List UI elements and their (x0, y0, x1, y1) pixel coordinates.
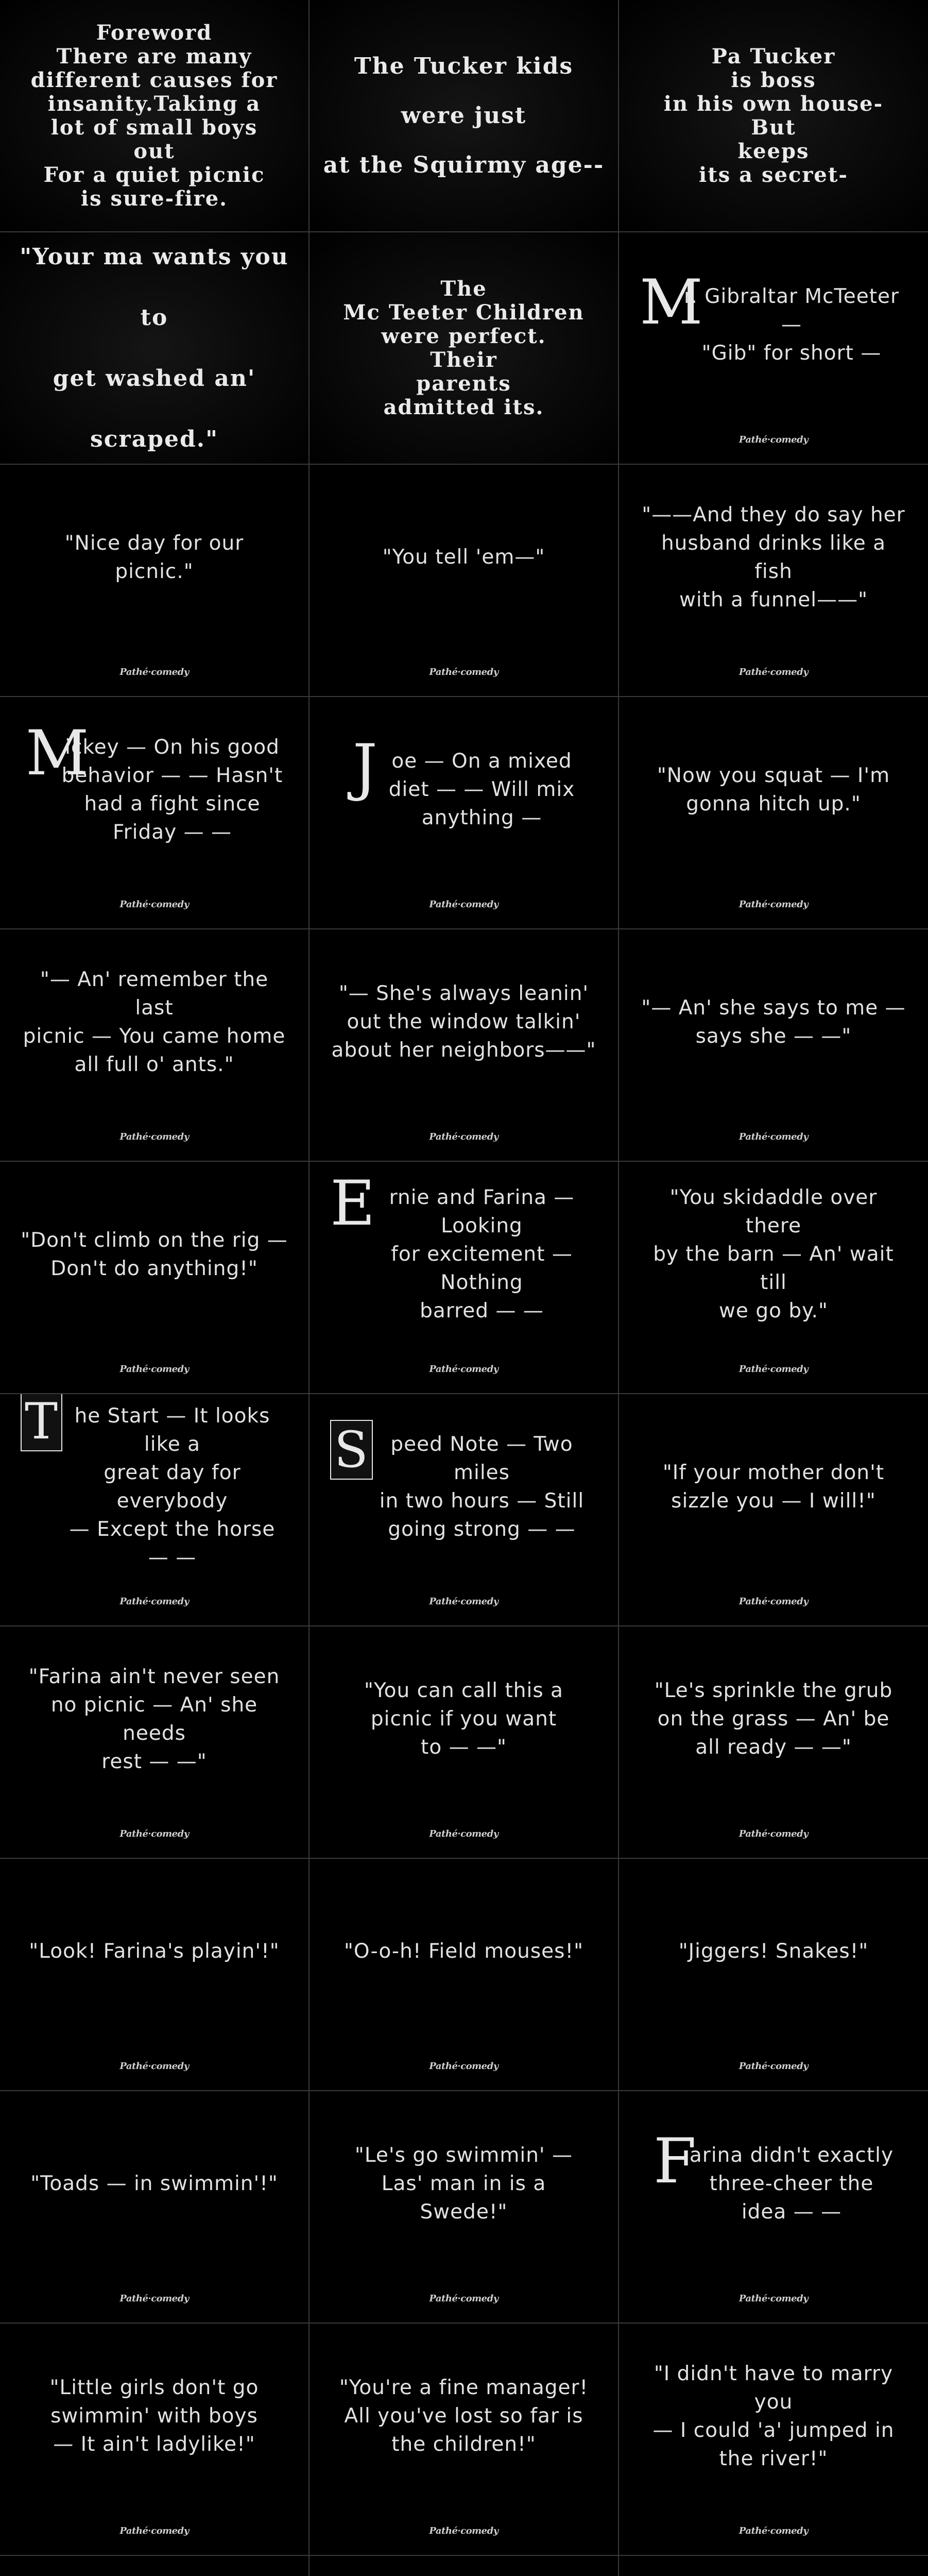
pathe-comedy-logo: Pathé·comedy (738, 2061, 809, 2072)
pathe-comedy-logo: Pathé·comedy (119, 1131, 189, 1142)
intertitle-card (0, 0, 308, 231)
intertitle-body: peed Note — Two miles in two hours — Still going strong — — (379, 1432, 585, 1541)
pathe-comedy-logo: Pathé·comedy (738, 2293, 809, 2304)
intertitle-text (330, 1162, 597, 1347)
pathe-comedy-logo: Pathé·comedy (429, 899, 499, 910)
intertitle-card (310, 1162, 618, 1393)
intertitle-card (619, 1394, 928, 1625)
intertitle-text: "O-o-h! Field mouses!" (343, 1940, 584, 1963)
intertitle-card (310, 929, 618, 1161)
pathe-comedy-logo: Pathé·comedy (429, 1596, 499, 1607)
drop-cap-letter: F (653, 2126, 697, 2197)
drop-cap-letter: M (25, 717, 90, 789)
intertitle-card (619, 929, 928, 1161)
pathe-comedy-logo: Pathé·comedy (429, 1131, 499, 1142)
intertitle-text: "— She's always leanin' out the window talkin' about her neighbors——" (331, 982, 596, 1062)
intertitle-card (310, 2556, 618, 2576)
intertitle-card (310, 697, 618, 928)
intertitle-text: "You skidaddle over there by the barn — An' wait till we go by." (653, 1186, 894, 1323)
pathe-comedy-logo: Pathé·comedy (738, 1364, 809, 1375)
pathe-comedy-logo: Pathé·comedy (738, 434, 809, 445)
intertitle-card (0, 232, 308, 464)
intertitle-card (310, 2091, 618, 2323)
intertitle-text: "Look! Farina's playin'!" (29, 1940, 280, 1963)
intertitle-text: "Farina ain't never seen no picnic — An' she needs rest — —" (28, 1665, 280, 1773)
pathe-comedy-logo: Pathé·comedy (429, 2526, 499, 2536)
intertitle-body: oe — On a mixed diet — — Will mix anything — (388, 750, 575, 829)
intertitle-text: "You tell 'em—" (382, 546, 545, 569)
intertitle-card (619, 697, 928, 928)
pathe-comedy-logo: Pathé·comedy (119, 2526, 189, 2536)
intertitle-card (0, 465, 308, 696)
drop-cap-letter: T (21, 1394, 62, 1451)
pathe-comedy-logo: Pathé·comedy (738, 1828, 809, 1839)
intertitle-card (619, 2091, 928, 2323)
intertitle-text: "Le's sprinkle the grub on the grass — An' be all ready — —" (654, 1679, 893, 1759)
intertitle-card (619, 0, 928, 231)
intertitle-card (0, 1859, 308, 2090)
intertitle-text: The Mc Teeter Children were perfect. Their parents admitted its. (343, 276, 585, 419)
intertitle-text: Foreword There are many different causes for insanity.Taking a lot of small boys out For a quiet picnic is sure-fire. (30, 20, 278, 211)
intertitle-card (310, 465, 618, 696)
intertitle-card (619, 465, 928, 696)
intertitle-text (21, 1394, 288, 1579)
pathe-comedy-logo: Pathé·comedy (738, 1596, 809, 1607)
intertitle-card (619, 1859, 928, 2090)
intertitle-text: The Tucker kids were just at the Squirmy age-- (323, 53, 605, 178)
intertitle-text: "Jiggers! Snakes!" (678, 1940, 869, 1963)
intertitle-text: "You can call this a picnic if you want to — —" (364, 1679, 563, 1759)
pathe-comedy-logo: Pathé·comedy (119, 1596, 189, 1607)
drop-cap-letter: J (352, 732, 378, 803)
intertitle-text: "Little girls don't go swimmin' with boys — It ain't ladylike!" (49, 2376, 259, 2456)
pathe-comedy-logo: Pathé·comedy (119, 2061, 189, 2072)
pathe-comedy-logo: Pathé·comedy (119, 2293, 189, 2304)
pathe-comedy-logo: Pathé·comedy (429, 667, 499, 677)
intertitle-text: "Don't climb on the rig — Don't do anything!" (21, 1228, 288, 1280)
intertitle-card (310, 1859, 618, 2090)
intertitle-text (640, 2556, 907, 2576)
intertitle-card (619, 2324, 928, 2555)
pathe-comedy-logo: Pathé·comedy (738, 899, 809, 910)
intertitle-text: "Toads — in swimmin'!" (30, 2172, 278, 2195)
drop-cap-letter: M (640, 267, 703, 338)
intertitle-card (0, 929, 308, 1161)
intertitle-card (0, 1162, 308, 1393)
intertitle-text (330, 697, 597, 882)
intertitle-card (619, 1162, 928, 1393)
intertitle-text: "——And they do say her husband drinks like a fish with a funnel——" (642, 503, 905, 612)
intertitle-card (310, 2324, 618, 2555)
pathe-comedy-logo: Pathé·comedy (119, 899, 189, 910)
pathe-comedy-logo: Pathé·comedy (429, 2061, 499, 2072)
intertitle-text: "Le's go swimmin' — Las' man in is a Swede!" (354, 2144, 573, 2224)
intertitle-text: "Nice day for our picnic." (64, 531, 244, 583)
intertitle-card (310, 1626, 618, 1858)
intertitle-card (0, 1394, 308, 1625)
intertitle-card (310, 0, 618, 231)
pathe-comedy-logo: Pathé·comedy (738, 667, 809, 677)
pathe-comedy-logo: Pathé·comedy (119, 1828, 189, 1839)
pathe-comedy-logo: Pathé·comedy (119, 1364, 189, 1375)
intertitle-body: ickey — On his good behavior — — Hasn't had a fight since Friday — — (61, 735, 283, 844)
intertitle-text: "If your mother don't sizzle you — I will!" (662, 1461, 885, 1513)
intertitle-text: Pa Tucker is boss in his own house- But keeps its a secret- (663, 44, 884, 187)
intertitle-text (640, 2091, 907, 2276)
intertitle-text (21, 697, 288, 882)
pathe-comedy-logo: Pathé·comedy (738, 2526, 809, 2536)
intertitle-card (0, 2324, 308, 2555)
intertitle-body: r. Gibraltar McTeeter — "Gib" for short — (683, 285, 900, 365)
intertitle-text: "Your ma wants you to get washed an' scraped." (20, 243, 289, 452)
intertitle-card (0, 2556, 308, 2576)
pathe-comedy-logo: Pathé·comedy (429, 1828, 499, 1839)
pathe-comedy-logo: Pathé·comedy (429, 2293, 499, 2304)
intertitle-card (619, 232, 928, 464)
intertitle-text (640, 232, 907, 417)
pathe-comedy-logo: Pathé·comedy (429, 1364, 499, 1375)
pathe-comedy-logo: Pathé·comedy (119, 667, 189, 677)
intertitle-text (330, 2556, 597, 2576)
intertitle-card (0, 697, 308, 928)
intertitle-card (310, 1394, 618, 1625)
drop-cap-letter: E (330, 1168, 376, 1240)
intertitle-text: "You're a fine manager! All you've lost so far is the children!" (339, 2376, 589, 2456)
intertitle-card (619, 1626, 928, 1858)
intertitle-body: rnie and Farina — Looking for excitement — Nothing barred — — (389, 1186, 575, 1323)
intertitle-card (619, 2556, 928, 2576)
intertitle-card (310, 232, 618, 464)
intertitle-text: "Now you squat — I'm gonna hitch up." (657, 764, 890, 816)
intertitle-card (0, 2091, 308, 2323)
intertitle-text: "I didn't have to marry you — I could 'a' jumped in the river!" (652, 2362, 895, 2470)
intertitle-body: he Start — It looks like a great day for everybody — Except the horse — — (69, 1404, 276, 1569)
intertitle-text (21, 2556, 288, 2576)
intertitle-text (330, 1394, 597, 1579)
intertitle-text: "— An' remember the last picnic — You came home all full o' ants." (23, 968, 286, 1076)
intertitle-card (0, 1626, 308, 1858)
intertitle-text: "— An' she says to me — says she — —" (641, 996, 906, 1048)
drop-cap-letter: S (330, 1420, 373, 1480)
pathe-comedy-logo: Pathé·comedy (738, 1131, 809, 1142)
intertitle-body: arina didn't exactly three-cheer the idea — — (689, 2144, 894, 2224)
